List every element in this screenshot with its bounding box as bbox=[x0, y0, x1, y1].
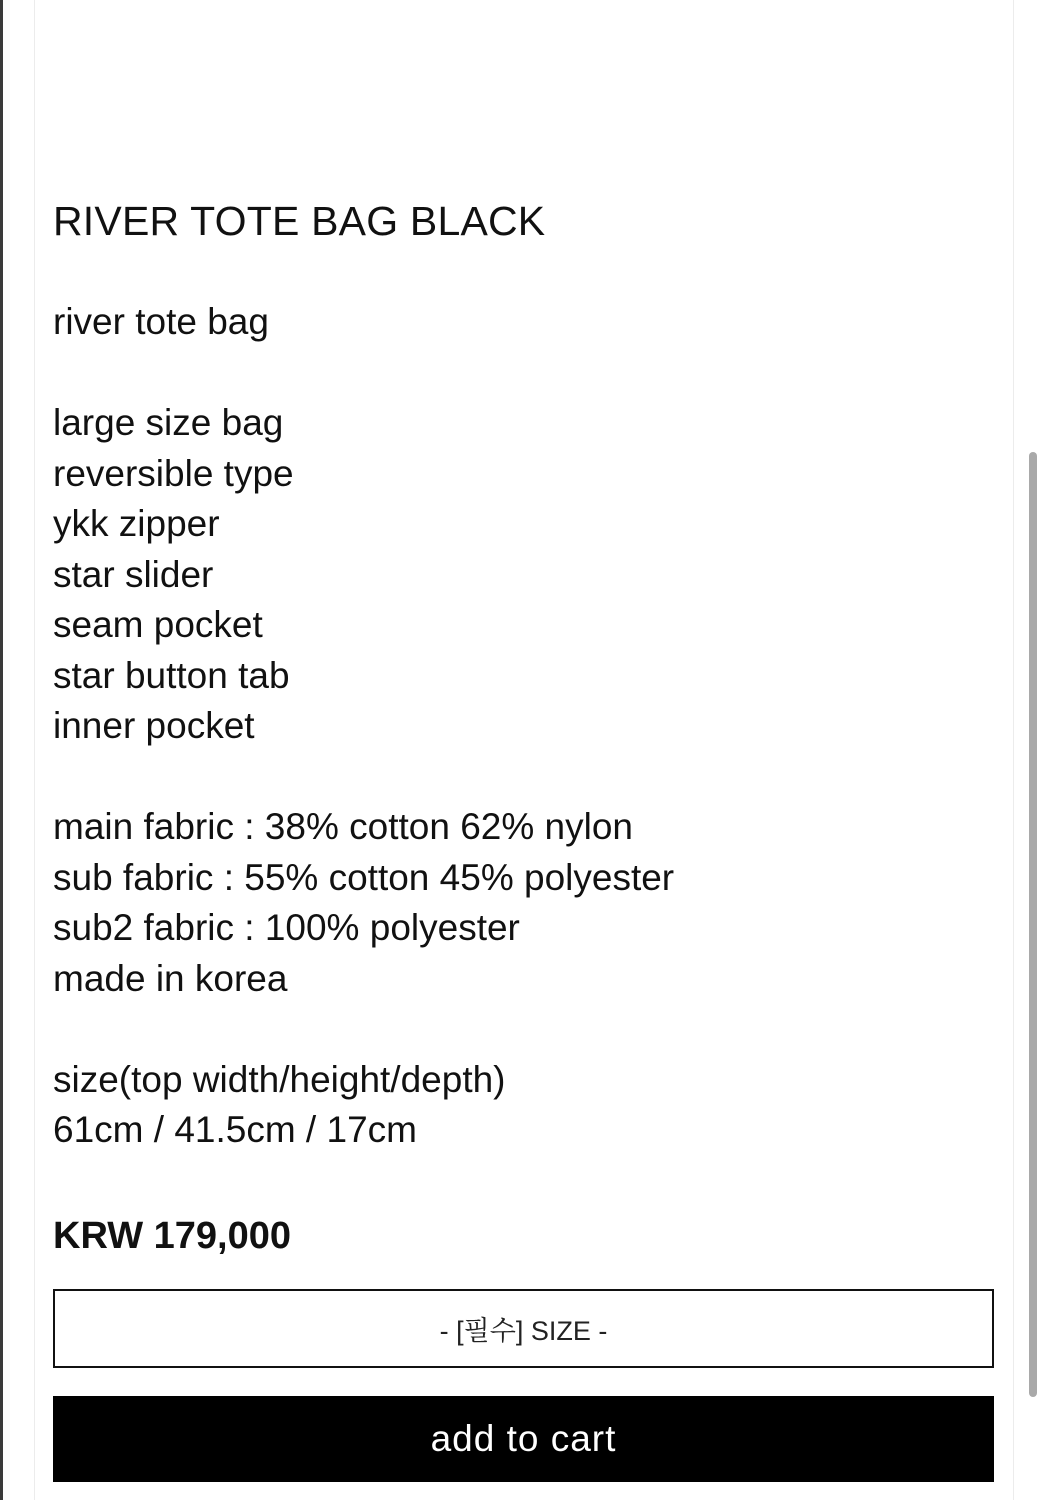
description-line: seam pocket bbox=[53, 604, 263, 645]
description-line: 61cm / 41.5cm / 17cm bbox=[53, 1109, 417, 1150]
description-spacer bbox=[53, 1004, 993, 1055]
product-price: KRW 179,000 bbox=[53, 1215, 291, 1257]
description-line: large size bag bbox=[53, 402, 284, 443]
description-line: star button tab bbox=[53, 654, 290, 696]
description-line: sub fabric : 55% cotton 45% polyester bbox=[53, 856, 675, 898]
description-line: river tote bag bbox=[53, 301, 269, 342]
product-title: RIVER TOTE BAG BLACK bbox=[53, 198, 546, 244]
scrollbar-thumb[interactable] bbox=[1029, 452, 1037, 1397]
add-to-cart-label: add to cart bbox=[430, 1418, 617, 1459]
description-line: star slider bbox=[53, 553, 214, 595]
description-line: sub2 fabric : 100% polyester bbox=[53, 907, 520, 948]
description-line: size(top width/height/depth) bbox=[53, 1058, 506, 1100]
add-to-cart-button[interactable] bbox=[53, 1396, 994, 1482]
description-line: inner pocket bbox=[53, 705, 255, 746]
description-spacer bbox=[53, 348, 993, 399]
window-edge bbox=[0, 0, 3, 1500]
size-select-label: - [필수] SIZE - bbox=[439, 1316, 608, 1346]
product-description bbox=[53, 297, 993, 1156]
size-select[interactable] bbox=[53, 1289, 994, 1368]
description-line: reversible type bbox=[53, 452, 294, 494]
description-line: made in korea bbox=[53, 957, 288, 999]
description-spacer bbox=[53, 752, 993, 803]
product-details bbox=[53, 195, 993, 1156]
description-line: main fabric : 38% cotton 62% nylon bbox=[53, 806, 633, 847]
description-line: ykk zipper bbox=[53, 503, 220, 544]
